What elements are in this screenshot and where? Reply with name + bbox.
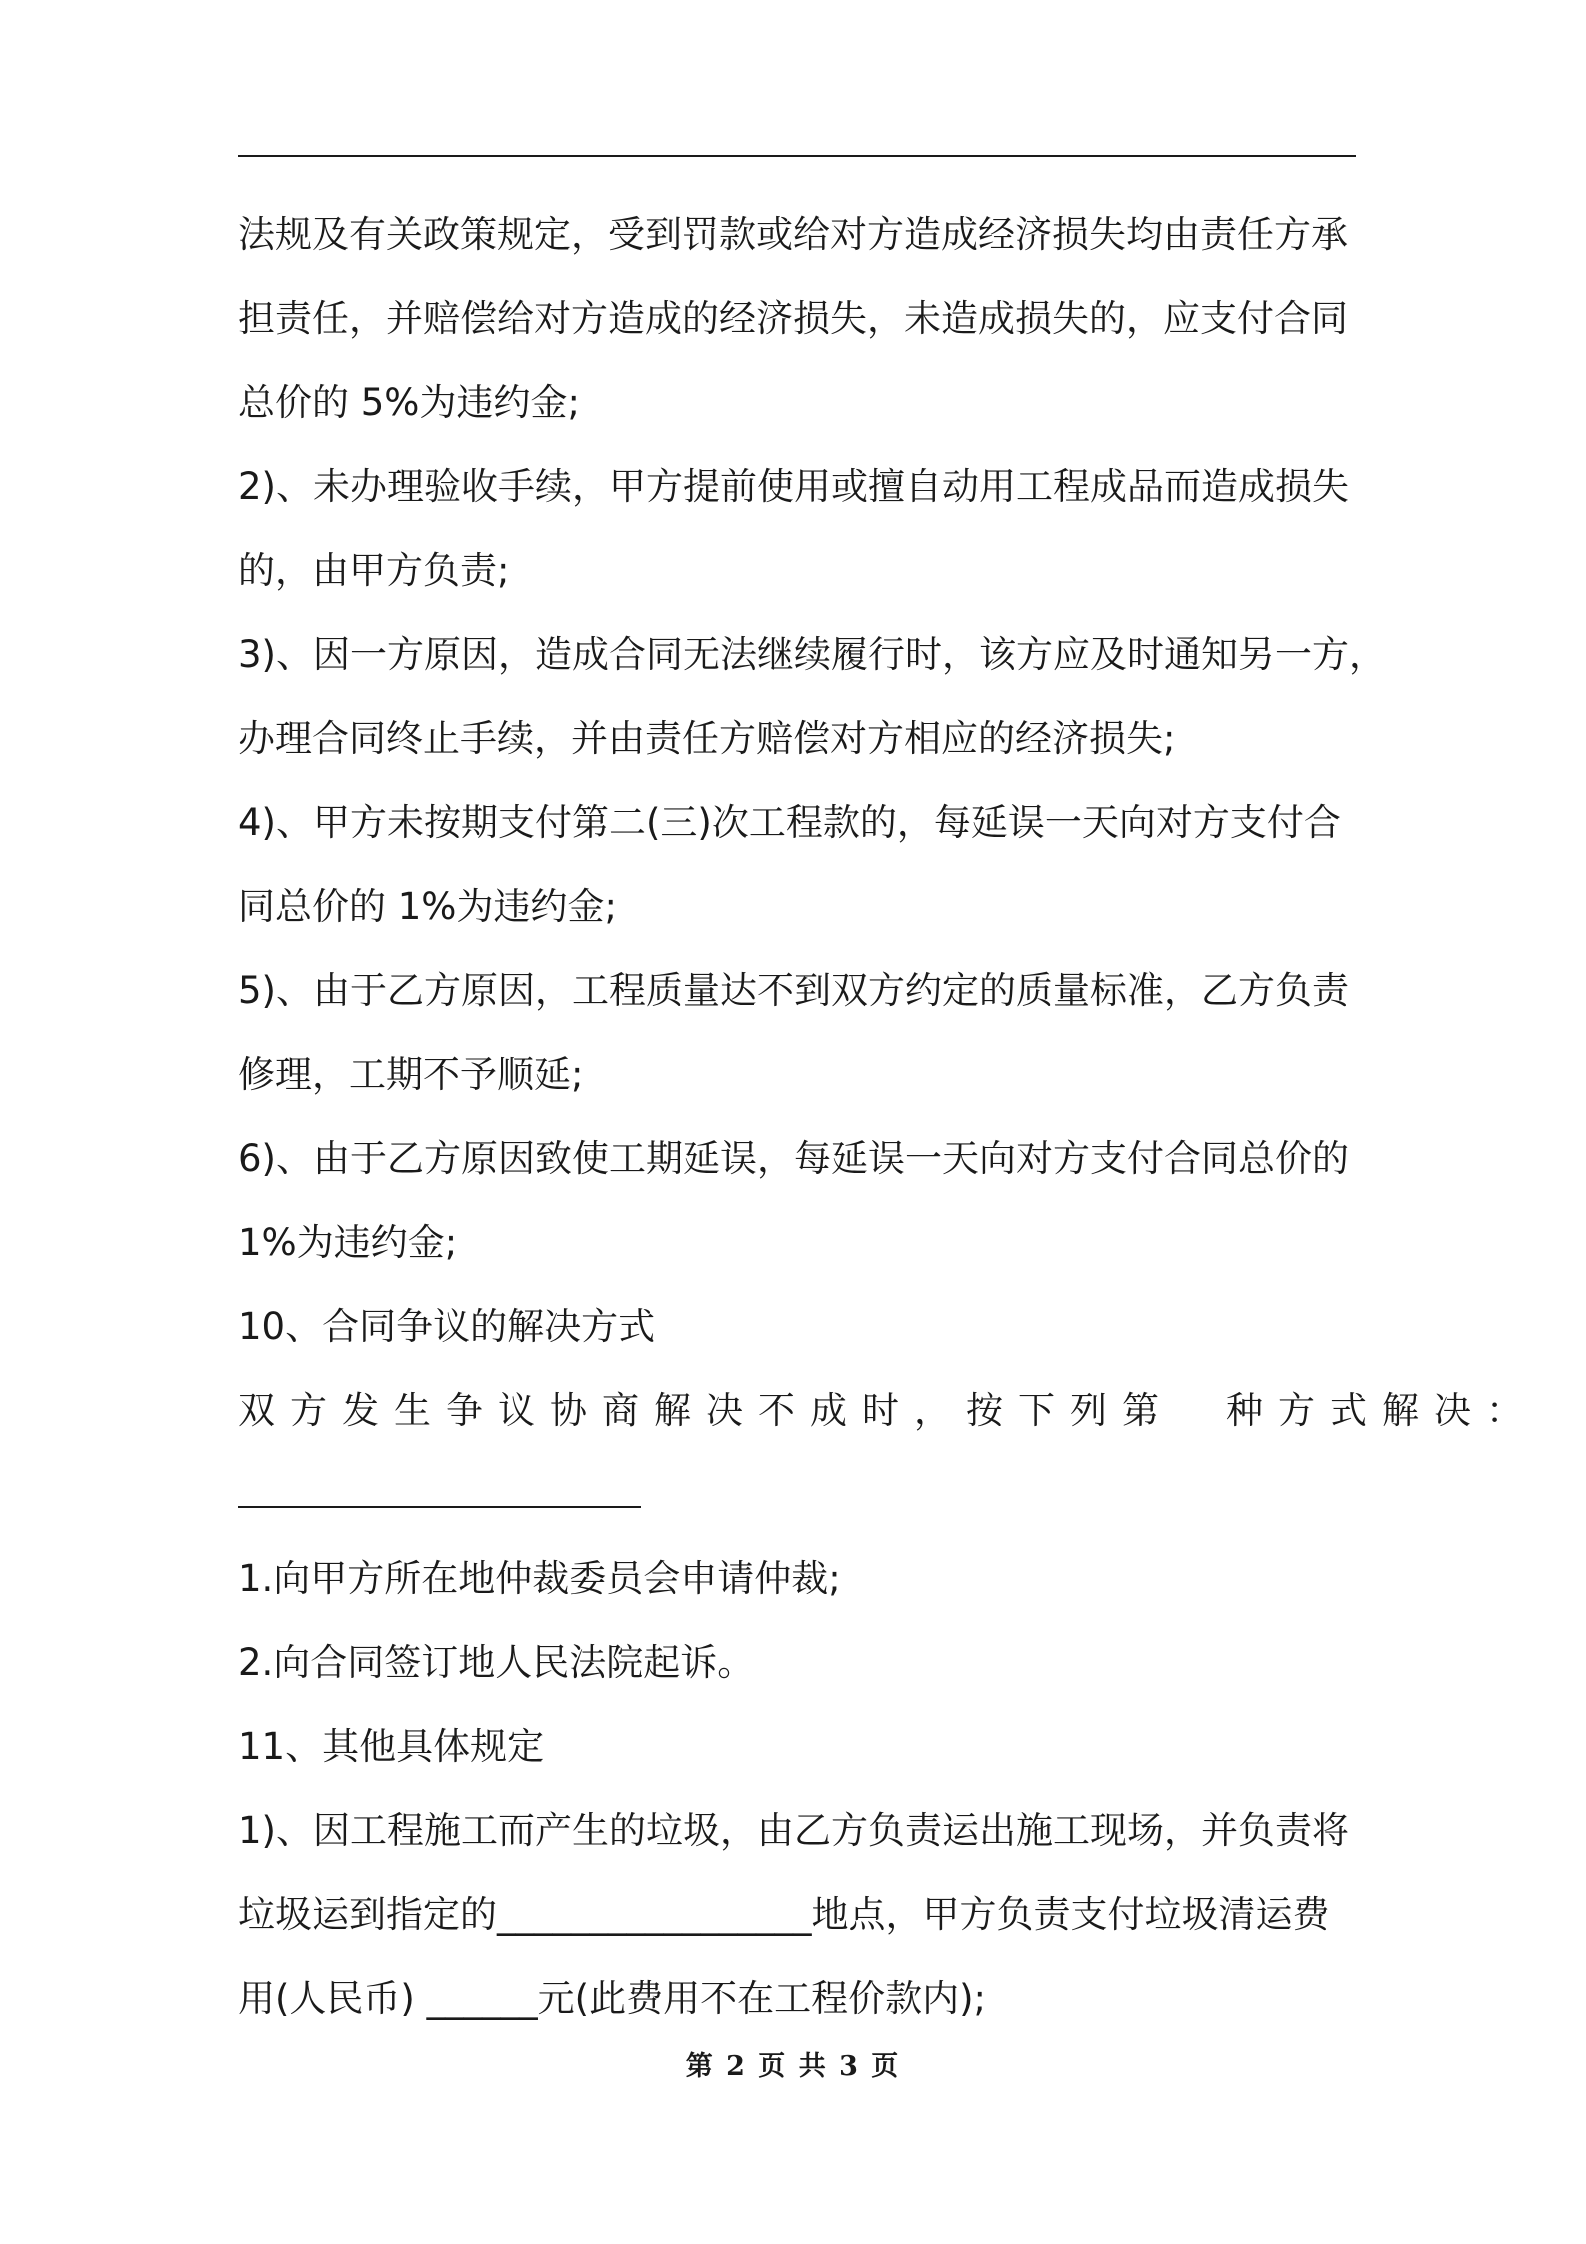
clause-5-line: 5)、由于乙方原因，工程质量达不到双方约定的质量标准，乙方负责 xyxy=(238,969,1349,1012)
paragraph-line: 用(人民币) ______元(此费用不在工程价款内); xyxy=(238,1977,986,2020)
option-court: 2.向合同签订地人民法院起诉。 xyxy=(238,1641,755,1684)
option-arbitration: 1.向甲方所在地仲裁委员会申请仲裁; xyxy=(238,1557,841,1600)
paragraph-line: 办理合同终止手续，并由责任方赔偿对方相应的经济损失; xyxy=(238,717,1176,760)
paragraph-line: 法规及有关政策规定，受到罚款或给对方造成经济损失均由责任方承 xyxy=(238,213,1348,256)
section-heading-10: 10、合同争议的解决方式 xyxy=(238,1305,656,1348)
paragraph-line: 担责任，并赔偿给对方造成的经济损失，未造成损失的，应支付合同 xyxy=(238,297,1348,340)
paragraph-line: 1%为违约金; xyxy=(238,1221,458,1264)
paragraph-line: 的，由甲方负责; xyxy=(238,549,510,592)
fill-in-blank xyxy=(238,1453,1356,1537)
clause-2-line: 2)、未办理验收手续，甲方提前使用或擅自动用工程成品而造成损失 xyxy=(238,465,1349,508)
paragraph-line: 同总价的 1%为违约金; xyxy=(238,885,617,928)
page-number-footer: 第 2 页 共 3 页 xyxy=(685,2051,901,2082)
clause-4-line: 4)、甲方未按期支付第二(三)次工程款的，每延误一天向对方支付合 xyxy=(238,801,1341,844)
clause-6-line: 6)、由于乙方原因致使工期延误，每延误一天向对方支付合同总价的 xyxy=(238,1137,1349,1180)
clause-3-line: 3)、因一方原因，造成合同无法继续履行时，该方应及时通知另一方， xyxy=(238,633,1386,676)
paragraph-line: 总价的 5%为违约金; xyxy=(238,381,580,424)
blank-underline xyxy=(238,1506,641,1508)
paragraph-line: 垃圾运到指定的_________________地点，甲方负责支付垃圾清运费 xyxy=(238,1893,1330,1936)
dispute-method-line: 双方发生争议协商解决不成时，按下列第 种方式解决： xyxy=(238,1389,1538,1432)
paragraph-line: 修理，工期不予顺延; xyxy=(238,1053,584,1096)
clause-11-1-line: 1)、因工程施工而产生的垃圾，由乙方负责运出施工现场，并负责将 xyxy=(238,1809,1349,1852)
section-heading-11: 11、其他具体规定 xyxy=(238,1725,545,1768)
document-body xyxy=(238,193,1538,2041)
header-divider xyxy=(238,155,1356,157)
